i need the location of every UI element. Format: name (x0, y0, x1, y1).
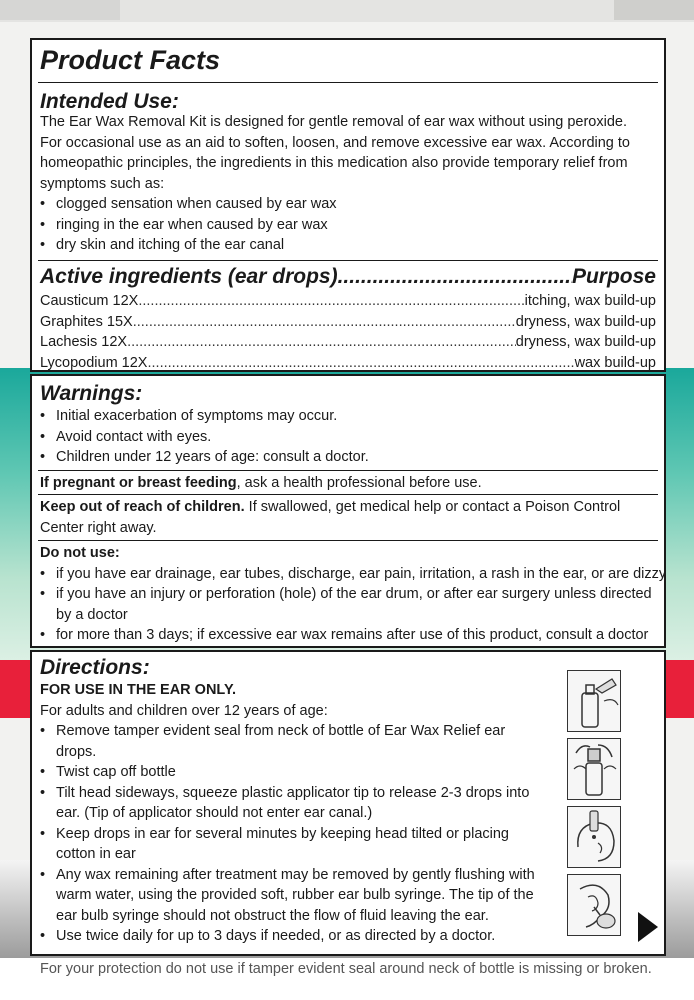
text-line: The Ear Wax Removal Kit is designed for gentle removal of ear wax without using peroxide. (40, 114, 627, 130)
directions-panel (30, 650, 666, 956)
list-item: • clogged sensation when caused by ear wax (40, 194, 656, 215)
text-line: symptoms such as: (40, 175, 165, 192)
list-item: • Use twice daily for up to 3 days if needed, or as directed by a doctor. (40, 926, 564, 947)
list-item: • Remove tamper evident seal from neck of bottle of Ear Wax Relief ear (40, 721, 564, 742)
pregnancy-warning: If pregnant or breast feeding, ask a health professional before use. (40, 475, 482, 491)
list-item: • if you have ear drainage, ear tubes, discharge, ear pain, irritation, a rash in the ear, or are dizzy (40, 564, 656, 585)
list-item: • Tilt head sideways, squeeze plastic applicator tip to release 2-3 drops into (40, 783, 564, 804)
list-item: • for more than 3 days; if excessive ear wax remains after use of this product, consult a doctor (40, 625, 656, 646)
ear-syringe-illustration (567, 874, 621, 936)
do-not-use-list: Do not use: • if you have ear drainage, ear tubes, discharge, ear pain, irritation, a rash in the ear, or are dizzy • if you have an injury or perforation (hole) of the ear drum, or after ear surgery unless directed by a doctor • for more than 3 days; if excessive ear wax remains after use of this product, consult a doctor (40, 543, 656, 646)
bullet-icon: • (40, 216, 46, 233)
list-item: • Initial exacerbation of symptoms may occur. (40, 406, 656, 427)
bullet-icon: • (40, 764, 46, 780)
twist-cap-illustration (567, 738, 621, 800)
list-item: • Children under 12 years of age: consult a doctor. (40, 447, 656, 468)
warnings-panel (30, 374, 666, 648)
list-item: • Twist cap off bottle (40, 762, 564, 783)
table-row: Lycopodium 12X ..... wax build-up (40, 353, 656, 374)
warnings-list (40, 406, 656, 468)
bullet-icon: • (40, 928, 46, 944)
keep-out-warning: Keep out of reach of children. If swallowed, get medical help or contact a Poison Control Center right away. (40, 499, 621, 536)
product-facts-title: Product Facts (40, 45, 221, 75)
do-not-use-heading: Do not use: (40, 545, 120, 561)
drops-in-ear-illustration (567, 806, 621, 868)
bullet-icon: • (40, 866, 46, 883)
bullet-icon: • (40, 627, 46, 643)
bottle-seal-illustration (567, 670, 621, 732)
text-line: homeopathic principles, the ingredients in this medication also provide temporary relief from (40, 155, 628, 171)
divider (38, 260, 658, 261)
table-row: Lachesis 12X ..... dryness, wax build-up (40, 332, 656, 353)
list-item: • if you have an injury or perforation (hole) of the ear drum, or after ear surgery unless directed (40, 584, 656, 605)
table-row: Graphites 15X ..... dryness, wax build-up (40, 312, 656, 333)
bullet-icon: • (40, 565, 46, 582)
ingredients-table (40, 291, 656, 373)
warnings-heading: Warnings: (40, 382, 143, 405)
bullet-icon: • (40, 408, 46, 424)
text-line: For occasional use as an aid to soften, loosen, and remove excessive ear wax. According to (40, 134, 630, 151)
divider (38, 470, 658, 471)
next-panel-arrow-icon (638, 912, 658, 942)
purpose-heading: Purpose (571, 265, 656, 288)
table-row: Causticum 12X ..... itching, wax build-up (40, 291, 656, 312)
ear-only-notice: FOR USE IN THE EAR ONLY. (40, 682, 237, 698)
bullet-icon: • (40, 237, 46, 253)
bullet-icon: • (40, 825, 46, 842)
divider (38, 540, 658, 541)
bullet-icon: • (40, 723, 46, 739)
list-item: • ringing in the ear when caused by ear wax (40, 215, 656, 236)
intended-use-heading: Intended Use: (40, 90, 179, 113)
bullet-icon: • (40, 196, 46, 212)
intended-use-text (40, 112, 656, 256)
list-item: • Any wax remaining after treatment may be removed by gently flushing with (40, 865, 564, 886)
directions-intro: For adults and children over 12 years of age: (40, 702, 328, 719)
box-top-edge (0, 0, 694, 22)
product-facts-panel (30, 38, 666, 372)
directions-list: FOR USE IN THE EAR ONLY. For adults and children over 12 years of age: • Remove tamper evident seal from neck of bottle of Ear Wax Relief ear drops. • Twist cap off bottle • Tilt head sideways, squeeze plastic applicator tip to release 2-3 drops into ear. (Tip of applicator should not enter ear canal.) • Keep drops in ear for several minutes by keeping head tilted or placing cotton in ear • Any wax remaining after treatment may be removed by gently flushing with warm water, using the provided soft, rubber ear bulb syringe. The tip of the ear bulb syringe should not obstruct the flow of fluid leaving the ear. • Use twice daily for up to 3 days if needed, or as directed by a doctor. (40, 680, 564, 947)
active-ingredients-heading-row (40, 265, 656, 289)
directions-heading: Directions: (40, 656, 150, 679)
bullet-icon: • (40, 784, 46, 801)
divider (38, 494, 658, 495)
list-item: • dry skin and itching of the ear canal (40, 235, 656, 256)
list-item: • Keep drops in ear for several minutes by keeping head tilted or placing (40, 824, 564, 845)
illustrations (567, 670, 621, 942)
bullet-icon: • (40, 449, 46, 465)
bullet-icon: • (40, 428, 46, 445)
active-ingredients-heading: Active ingredients (ear drops) (40, 265, 338, 288)
tamper-seal-notice: For your protection do not use if tamper evident seal around neck of bottle is missing or broken. (40, 961, 652, 977)
list-item: • Avoid contact with eyes. (40, 427, 656, 448)
bullet-icon: • (40, 586, 46, 602)
divider (38, 82, 658, 83)
